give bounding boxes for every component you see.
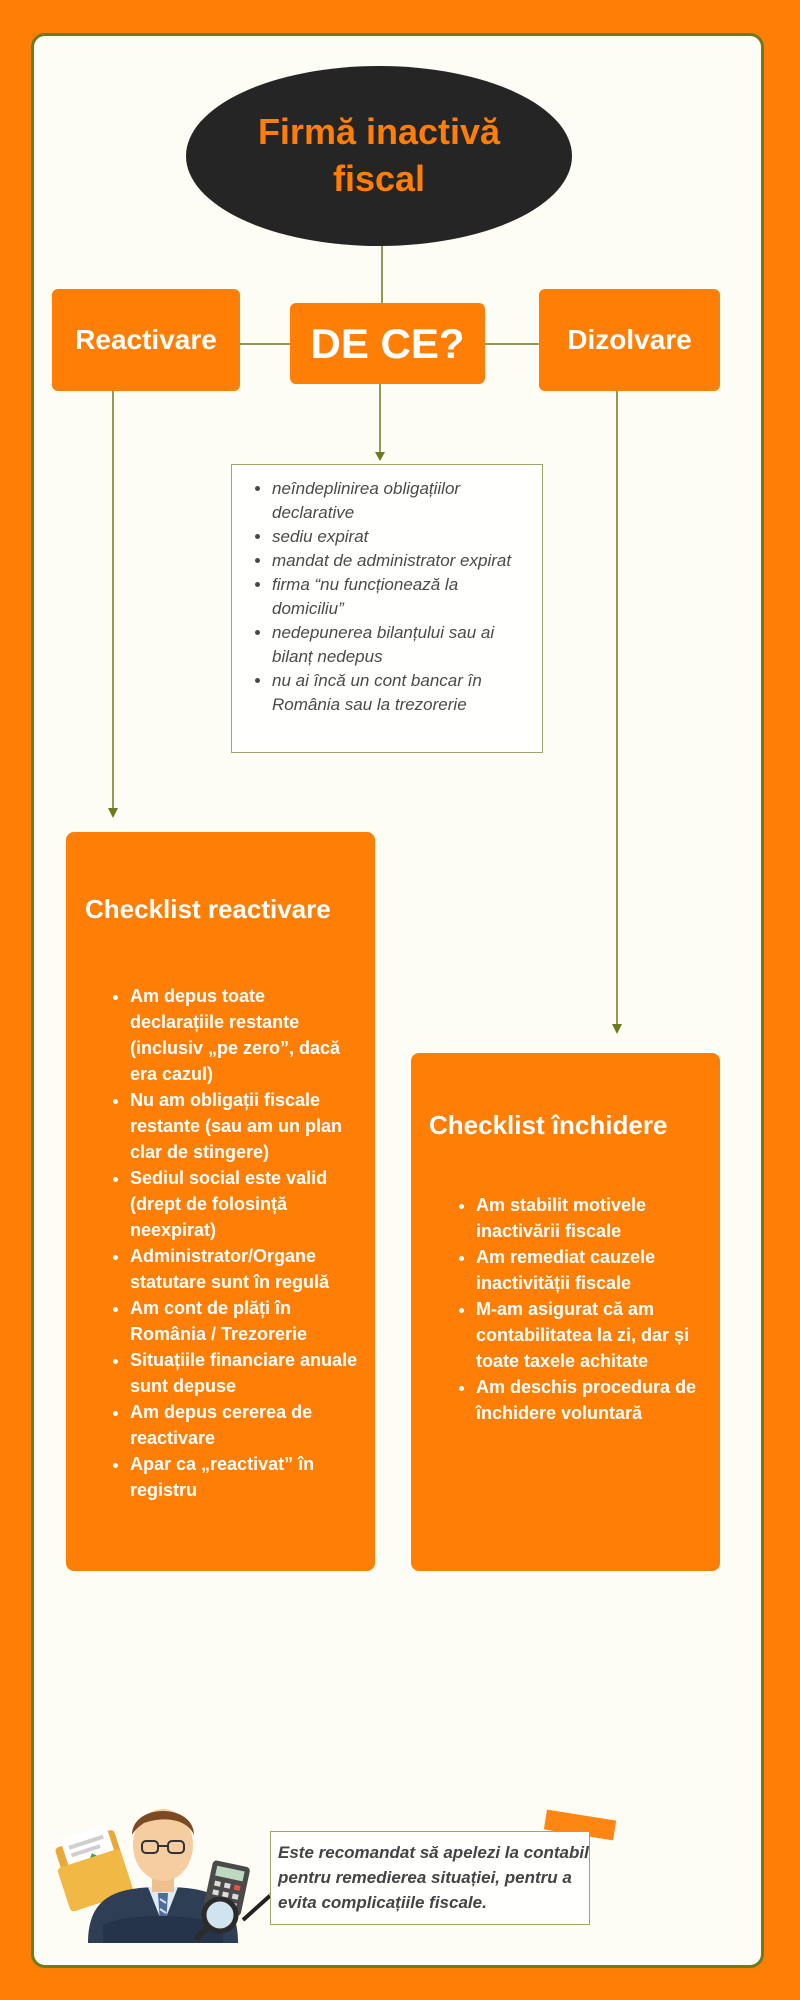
checklist-reactivare-title: Checklist reactivare — [85, 894, 331, 924]
checklist-inchidere-title: Checklist închidere — [429, 1110, 668, 1140]
checklist-item: • Am depus toate declarațiile restante (inclusiv „pe zero”, dacă era cazul) — [130, 983, 361, 1087]
accountant-illustration — [48, 1775, 278, 1943]
checklist-item: • Am stabilit motivele inactivării fiscale — [476, 1192, 710, 1244]
arrowhead-dizolvare — [612, 1024, 622, 1034]
checklist-inchidere-list — [429, 1192, 720, 1426]
checklist-item: • Am depus cererea de reactivare — [130, 1399, 361, 1451]
checklist-inchidere — [411, 1053, 720, 1571]
arrowhead-reactivare — [108, 808, 118, 818]
reason-item: • firma “nu funcționează la domiciliu” — [272, 573, 528, 621]
reason-item: • neîndeplinirea obligațiilor declarative — [272, 477, 528, 525]
title-ellipse — [186, 66, 572, 246]
checklist-item: • M-am asigurat că am contabilitatea la zi, dar și toate taxele achitate — [476, 1296, 710, 1374]
recommendation-note — [270, 1831, 590, 1925]
node-reactivare — [52, 289, 240, 391]
checklist-item: • Apar ca „reactivat” în registru — [130, 1451, 361, 1503]
page-title: Firmă inactivă fiscal — [257, 111, 501, 199]
checklist-item: • Situațiile financiare anuale sunt depuse — [130, 1347, 361, 1399]
checklist-item: • Am deschis procedura de închidere voluntară — [476, 1374, 710, 1426]
checklist-item: • Am remediat cauzele inactivității fiscale — [476, 1244, 710, 1296]
reason-item: • sediu expirat — [272, 525, 528, 549]
reason-item: • nu ai încă un cont bancar în România sau la trezorerie — [272, 669, 528, 717]
node-dece — [290, 303, 485, 384]
node-reactivare-label: Reactivare — [75, 324, 217, 355]
reason-item: • nedepunerea bilanțului sau ai bilanț nedepus — [272, 621, 528, 669]
node-dizolvare-label: Dizolvare — [567, 324, 692, 355]
reasons-box — [231, 464, 543, 753]
checklist-item: • Administrator/Organe statutare sunt în regulă — [130, 1243, 361, 1295]
reasons-list — [232, 477, 528, 717]
arrowhead-reasons — [375, 452, 385, 461]
reason-item: • mandat de administrator expirat — [272, 549, 528, 573]
checklist-reactivare-list — [85, 983, 375, 1503]
checklist-item: • Nu am obligații fiscale restante (sau am un plan clar de stingere) — [130, 1087, 361, 1165]
checklist-reactivare — [66, 832, 375, 1571]
node-dizolvare — [539, 289, 720, 391]
checklist-item: • Sediul social este valid (drept de folosință neexpirat) — [130, 1165, 361, 1243]
recommendation-text: Este recomandat să apelezi la contabil pentru remedierea situației, pentru a evita complicațiile fiscale. — [278, 1843, 589, 1912]
node-dece-label: DE CE? — [310, 319, 465, 367]
checklist-item: • Am cont de plăți în România / Trezorerie — [130, 1295, 361, 1347]
